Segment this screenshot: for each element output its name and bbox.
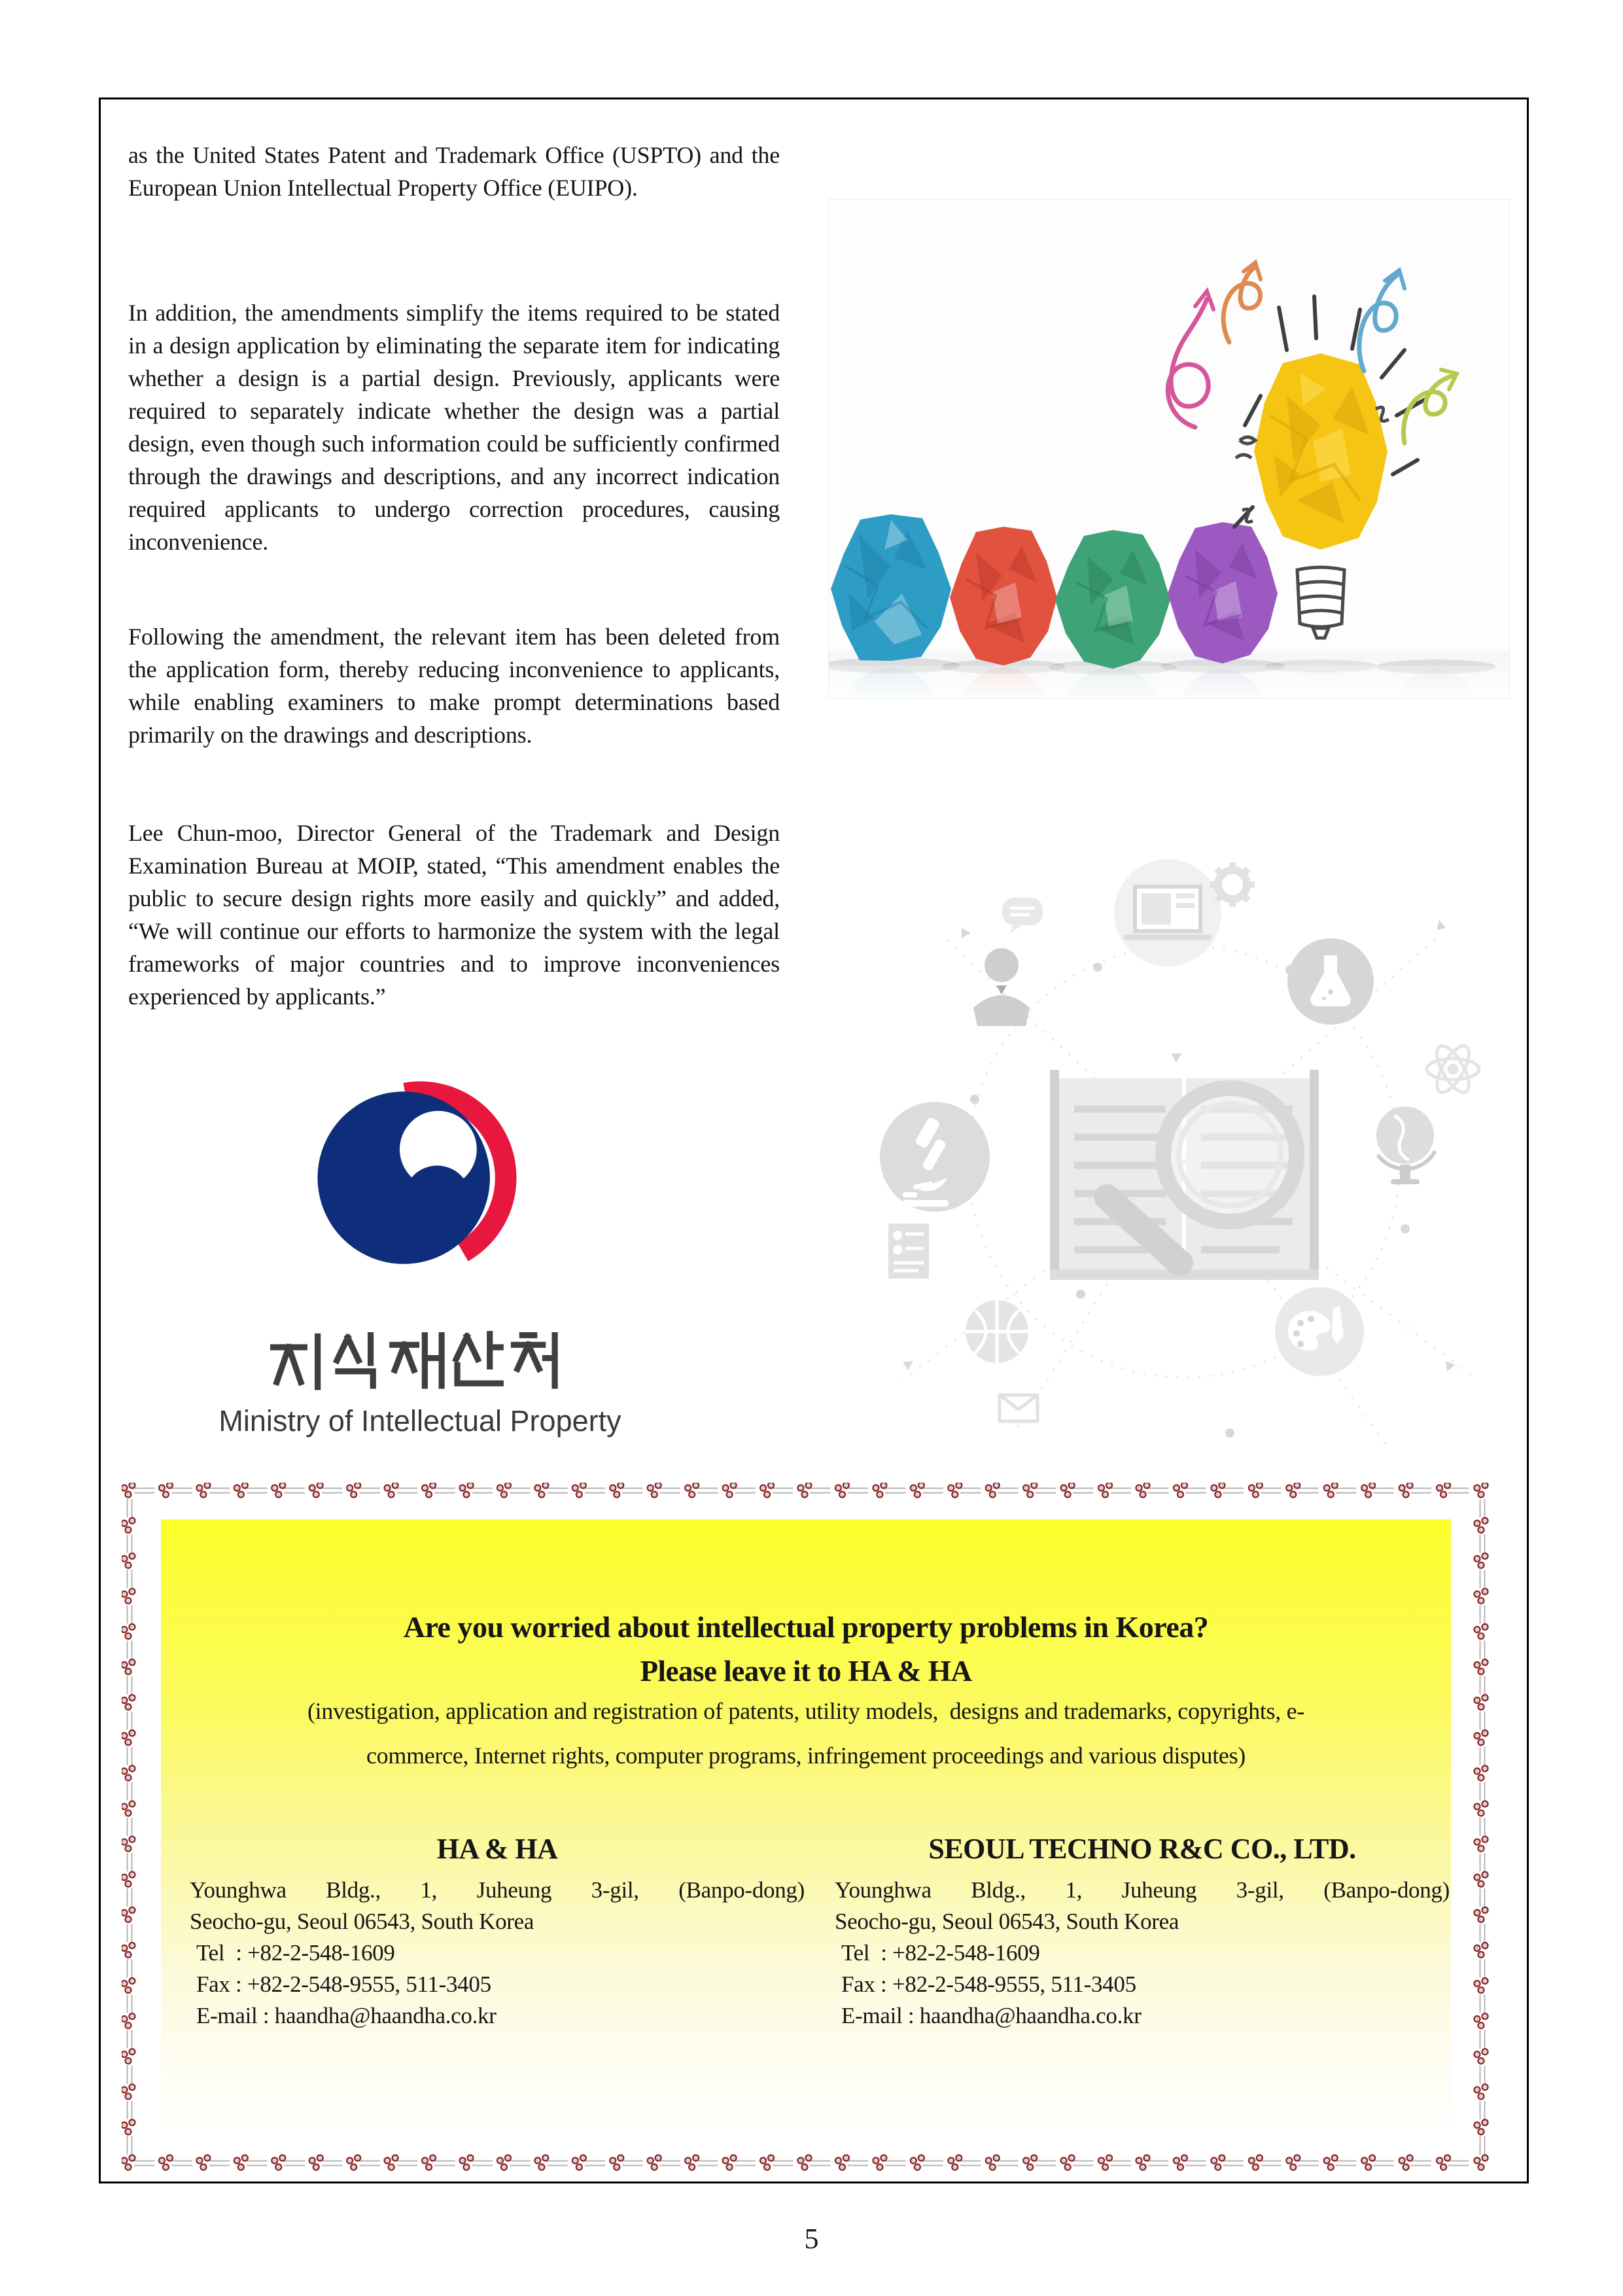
- dot-cluster-ornament: [1475, 2155, 1488, 2170]
- ad-title-line2: Please leave it to HA & HA: [640, 1655, 972, 1687]
- company-email: E-mail : haandha@haandha.co.kr: [196, 2003, 497, 2028]
- dot-cluster-ornament: [234, 2155, 248, 2170]
- company-address-line1: Younghwa Bldg., 1, Juheung 3-gil, (Banpo-dong): [835, 1877, 1450, 1903]
- dot-cluster-ornament: [122, 1589, 135, 1604]
- dot-cluster-ornament: [1136, 2155, 1150, 2170]
- dot-cluster-ornament: [911, 2155, 924, 2170]
- dot-cluster-ornament: [1098, 1483, 1112, 1498]
- dot-cluster-ornament: [122, 1483, 135, 1498]
- dot-cluster-ornament: [1399, 2155, 1413, 2170]
- dot-cluster-ornament: [122, 2155, 135, 2170]
- company-name: SEOUL TECHNO R&C CO., LTD.: [928, 1833, 1356, 1865]
- dot-cluster-ornament: [948, 1483, 962, 1498]
- research-illustration: [864, 857, 1524, 1511]
- dot-cluster-ornament: [1475, 2049, 1488, 2064]
- dot-cluster-ornament: [1361, 1483, 1375, 1498]
- dot-cluster-ornament: [1174, 2155, 1187, 2170]
- dot-cluster-ornament: [1475, 1978, 1488, 1993]
- dot-cluster-ornament: [497, 1483, 511, 1498]
- dot-cluster-ornament: [873, 2155, 886, 2170]
- paragraph-director-quote: Lee Chun-moo, Director General of the Trademark and Design Examination Bureau at MOIP, stated, “This amendment enables the public to secure design rights more easily and quickly” and added, “We will continue our efforts to harmonize the system with the legal frameworks of major countries and to improve inconveniences experienced by applicants.”: [128, 820, 780, 1010]
- dot-cluster-ornament: [1475, 1518, 1488, 1533]
- dot-cluster-ornament: [1475, 2119, 1488, 2134]
- dot-cluster-ornament: [986, 1483, 1000, 1498]
- dot-cluster-ornament: [1023, 2155, 1037, 2170]
- dot-cluster-ornament: [1475, 1589, 1488, 1604]
- atom-icon: [1427, 1041, 1479, 1097]
- dot-cluster-ornament: [1023, 1483, 1037, 1498]
- laptop-icon: [1114, 859, 1221, 966]
- dot-cluster-ornament: [309, 2155, 323, 2170]
- dot-cluster-ornament: [122, 1907, 135, 1922]
- paper-ball-red: [950, 527, 1057, 665]
- dot-cluster-ornament: [835, 2155, 849, 2170]
- page-number: 5: [804, 2223, 819, 2255]
- dot-cluster-ornament: [1249, 1483, 1263, 1498]
- dot-cluster-ornament: [1286, 1483, 1300, 1498]
- dot-cluster-ornament: [1437, 2155, 1450, 2170]
- company-seoul-techno: [835, 1832, 1450, 2032]
- dot-cluster-ornament: [1475, 2013, 1488, 2028]
- dot-cluster-ornament: [385, 1483, 398, 1498]
- dot-cluster-ornament: [534, 1483, 548, 1498]
- dot-cluster-ornament: [122, 1837, 135, 1852]
- dot-cluster-ornament: [122, 2013, 135, 2028]
- dot-cluster-ornament: [798, 1483, 812, 1498]
- dot-cluster-ornament: [1136, 1483, 1150, 1498]
- company-fax: Fax : +82-2-548-9555, 511-3405: [841, 1971, 1136, 1997]
- bulb-base-sketch: [1297, 567, 1344, 638]
- dot-cluster-ornament: [122, 2049, 135, 2064]
- dot-cluster-ornament: [271, 1483, 285, 1498]
- moip-english-name: Ministry of Intellectual Property: [218, 1404, 621, 1438]
- flask-icon: [1287, 938, 1374, 1025]
- dot-cluster-ornament: [460, 1483, 474, 1498]
- company-tel: Tel : +82-2-548-1609: [196, 1940, 395, 1966]
- ad-services-line1: (investigation, application and registration of patents, utility models, designs and trademarks, copyrights, e-: [307, 1698, 1305, 1724]
- company-address-line2: Seocho-gu, Seoul 06543, South Korea: [835, 1909, 1179, 1934]
- ad-title-line1: Are you worried about intellectual property problems in Korea?: [403, 1610, 1209, 1644]
- dot-cluster-ornament: [1475, 1659, 1488, 1674]
- company-name: HA & HA: [436, 1833, 558, 1865]
- dot-cluster-ornament: [798, 2155, 812, 2170]
- paragraph-uspto-euipo: as the United States Patent and Trademark Office (USPTO) and the European Union Intellectual Property Office (EUIPO).: [128, 142, 780, 201]
- dot-cluster-ornament: [873, 1483, 886, 1498]
- dot-cluster-ornament: [1475, 1730, 1488, 1745]
- dot-cluster-ornament: [911, 1483, 924, 1498]
- document-list-icon: [888, 1224, 929, 1279]
- envelope-icon: [1000, 1395, 1038, 1421]
- dot-cluster-ornament: [196, 1483, 210, 1498]
- company-address-line1: Younghwa Bldg., 1, Juheung 3-gil, (Banpo-dong): [190, 1877, 805, 1903]
- dot-cluster-ornament: [122, 2119, 135, 2134]
- dot-cluster-ornament: [610, 2155, 623, 2170]
- dot-cluster-ornament: [1286, 2155, 1300, 2170]
- ad-services-line2: commerce, Internet rights, computer programs, infringement proceedings and various disputes): [366, 1742, 1246, 1769]
- dot-cluster-ornament: [159, 1483, 173, 1498]
- dot-cluster-ornament: [948, 2155, 962, 2170]
- dot-cluster-ornament: [1475, 1907, 1488, 1922]
- dot-cluster-ornament: [122, 1730, 135, 1745]
- dot-cluster-ornament: [1174, 1483, 1187, 1498]
- dot-cluster-ornament: [685, 2155, 699, 2170]
- dot-cluster-ornament: [422, 2155, 436, 2170]
- dot-cluster-ornament: [1211, 2155, 1225, 2170]
- dot-cluster-ornament: [685, 1483, 699, 1498]
- dot-cluster-ornament: [1475, 1695, 1488, 1710]
- speech-bubble-icon: [1002, 898, 1043, 933]
- dot-cluster-ornament: [1475, 1801, 1488, 1816]
- dot-cluster-ornament: [1061, 1483, 1075, 1498]
- dot-cluster-ornament: [572, 2155, 586, 2170]
- dot-cluster-ornament: [1211, 1483, 1225, 1498]
- paper-ball-yellow-bulb: [1254, 353, 1387, 550]
- dot-cluster-ornament: [122, 2084, 135, 2099]
- dot-cluster-ornament: [159, 2155, 173, 2170]
- dot-cluster-ornament: [1475, 1553, 1488, 1568]
- dot-cluster-ornament: [122, 1801, 135, 1816]
- dot-cluster-ornament: [723, 1483, 737, 1498]
- paper-ball-green: [1055, 530, 1170, 669]
- microscope-icon: [880, 1102, 990, 1212]
- dot-cluster-ornament: [835, 1483, 849, 1498]
- dot-cluster-ornament: [1098, 2155, 1112, 2170]
- paper-ball-blue: [831, 514, 951, 661]
- basketball-icon: [966, 1300, 1028, 1363]
- dot-cluster-ornament: [122, 1553, 135, 1568]
- gear-icon: [1210, 862, 1255, 907]
- dot-cluster-ornament: [122, 1695, 135, 1710]
- moip-korean-wordmark: [270, 1328, 570, 1396]
- dot-cluster-ornament: [1475, 2084, 1488, 2099]
- dot-cluster-ornament: [760, 2155, 774, 2170]
- paragraph-following-amendment: Following the amendment, the relevant item has been deleted from the application form, thereby reducing inconvenience to applicants, while enabling examiners to make prompt determinations based primarily on the drawings and descriptions.: [128, 624, 780, 748]
- dot-cluster-ornament: [122, 1518, 135, 1533]
- dot-cluster-ornament: [1061, 2155, 1075, 2170]
- crumpled-paper-photo: [828, 199, 1510, 699]
- dot-cluster-ornament: [760, 1483, 774, 1498]
- dot-cluster-ornament: [1475, 1765, 1488, 1780]
- dot-cluster-ornament: [234, 1483, 248, 1498]
- person-icon: [973, 948, 1030, 1026]
- paragraph-amendments-simplify: In addition, the amendments simplify the items required to be stated in a design application by eliminating the separate item for indicating whether a design is a partial design. Previously, applicants were required to separately indicate whether the design was a partial design, even though such information could be sufficiently confirmed through the drawings and descriptions, and any incorrect indication required applicants to undergo correction procedures, causing inconvenience.: [128, 300, 780, 555]
- dot-cluster-ornament: [1437, 1483, 1450, 1498]
- moip-taegeuk-symbol: [315, 1076, 525, 1279]
- company-address-line2: Seocho-gu, Seoul 06543, South Korea: [190, 1909, 534, 1934]
- reflection-fade: [829, 665, 1509, 698]
- dot-cluster-ornament: [1475, 1837, 1488, 1852]
- dot-cluster-ornament: [122, 1765, 135, 1780]
- dot-cluster-ornament: [1475, 1483, 1488, 1498]
- dot-cluster-ornament: [986, 2155, 1000, 2170]
- dot-cluster-ornament: [271, 2155, 285, 2170]
- dot-cluster-ornament: [122, 1872, 135, 1887]
- company-email: E-mail : haandha@haandha.co.kr: [841, 2003, 1142, 2028]
- globe-icon: [1376, 1106, 1435, 1184]
- research-illustration-svg: [864, 857, 1524, 1511]
- dot-cluster-ornament: [648, 1483, 661, 1498]
- dot-cluster-ornament: [347, 2155, 360, 2170]
- dot-cluster-ornament: [610, 1483, 623, 1498]
- dot-cluster-ornament: [460, 2155, 474, 2170]
- dot-cluster-ornament: [723, 2155, 737, 2170]
- ip-services-ad-box: [161, 1519, 1451, 2141]
- dot-cluster-ornament: [422, 1483, 436, 1498]
- dot-cluster-ornament: [196, 2155, 210, 2170]
- palette-icon: [1275, 1287, 1364, 1376]
- taegeuk-navy-comma: [404, 1165, 470, 1232]
- dot-cluster-ornament: [1249, 2155, 1263, 2170]
- company-haandha: [190, 1832, 805, 2032]
- dot-cluster-ornament: [1475, 1943, 1488, 1958]
- dot-cluster-ornament: [1324, 1483, 1338, 1498]
- dot-cluster-ornament: [1324, 2155, 1338, 2170]
- company-fax: Fax : +82-2-548-9555, 511-3405: [196, 1971, 491, 1997]
- dot-cluster-ornament: [534, 2155, 548, 2170]
- dot-cluster-ornament: [572, 1483, 586, 1498]
- dot-cluster-ornament: [385, 2155, 398, 2170]
- dot-cluster-ornament: [1475, 1624, 1488, 1639]
- dot-cluster-ornament: [648, 2155, 661, 2170]
- dot-cluster-ornament: [347, 1483, 360, 1498]
- dot-cluster-ornament: [122, 1659, 135, 1674]
- dot-cluster-ornament: [122, 1624, 135, 1639]
- dot-cluster-ornament: [309, 1483, 323, 1498]
- dot-cluster-ornament: [497, 2155, 511, 2170]
- crumpled-paper-illustration: [829, 200, 1509, 698]
- paper-ball-purple: [1168, 522, 1278, 663]
- dot-cluster-ornament: [122, 1943, 135, 1958]
- dot-cluster-ornament: [1399, 1483, 1413, 1498]
- dot-cluster-ornament: [1475, 1872, 1488, 1887]
- dot-cluster-ornament: [1361, 2155, 1375, 2170]
- company-tel: Tel : +82-2-548-1609: [841, 1940, 1040, 1966]
- dot-cluster-ornament: [122, 1978, 135, 1993]
